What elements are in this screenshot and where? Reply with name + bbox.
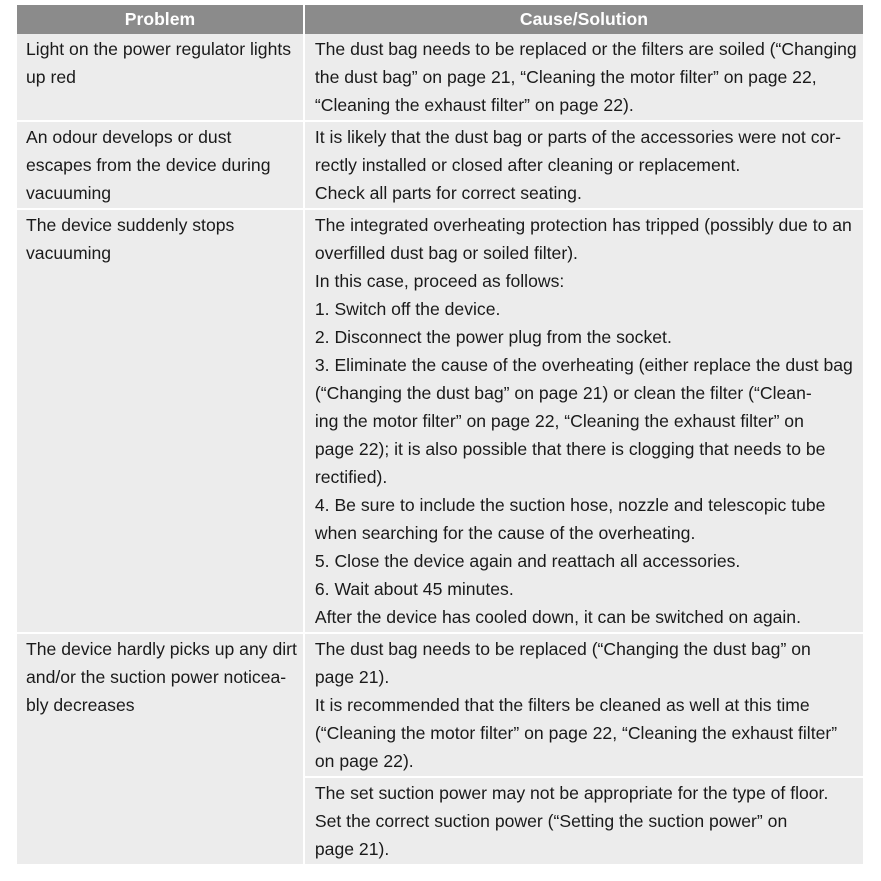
solution-line: “Cleaning the exhaust filter” on page 22). [314, 95, 634, 115]
problem-line: escapes from the device during [26, 155, 271, 175]
table-row [17, 121, 863, 209]
problem-cell [17, 121, 304, 209]
solution-line: In this case, proceed as follows: [314, 271, 565, 291]
problem-header: Problem [17, 5, 304, 34]
solution-line: ing the motor filter” on page 22, “Cleaning the exhaust filter” on [314, 411, 804, 431]
solution-line: The integrated overheating protection has tripped (possibly due to an [314, 215, 852, 235]
solution-line: rectified). [314, 467, 388, 487]
solution-cell [304, 209, 863, 633]
solution-line: 4. Be sure to include the suction hose, nozzle and telescopic tube [314, 495, 826, 515]
solution-cell [304, 777, 863, 865]
problem-line: The device suddenly stops [26, 215, 235, 235]
problem-line: vacuuming [26, 183, 112, 203]
solution-line: 6. Wait about 45 minutes. [314, 579, 514, 599]
solution-line: rectly installed or closed after cleaning or replacement. [314, 155, 741, 175]
solution-line: It is recommended that the filters be cleaned as well at this time [314, 695, 810, 715]
solution-line: when searching for the cause of the overheating. [314, 523, 696, 543]
table-row [17, 633, 863, 777]
problem-line: bly decreases [26, 695, 135, 715]
problem-line: and/or the suction power noticea- [26, 667, 287, 687]
solution-line: The set suction power may not be appropriate for the type of floor. [314, 783, 829, 803]
problem-line: Light on the power regulator lights [26, 39, 292, 59]
solution-line: After the device has cooled down, it can be switched on again. [314, 607, 801, 627]
solution-line: 2. Disconnect the power plug from the socket. [314, 327, 672, 347]
problem-cell [17, 633, 304, 865]
solution-line: (“Changing the dust bag” on page 21) or clean the filter (“Clean- [314, 383, 812, 403]
solution-line: Check all parts for correct seating. [314, 183, 582, 203]
solution-line: on page 22). [314, 751, 414, 771]
header-row [17, 5, 863, 34]
solution-line: the dust bag” on page 21, “Cleaning the motor filter” on page 22, [314, 67, 817, 87]
solution-line: 1. Switch off the device. [314, 299, 501, 319]
solution-line: page 21). [314, 839, 390, 859]
solution-cell [304, 34, 863, 121]
problem-line: up red [26, 67, 76, 87]
solution-line: The dust bag needs to be replaced (“Changing the dust bag” on [314, 639, 811, 659]
solution-line: It is likely that the dust bag or parts of the accessories were not cor- [314, 127, 841, 147]
solution-line: overfilled dust bag or soiled filter). [314, 243, 578, 263]
table-row [17, 34, 863, 121]
solution-line: Set the correct suction power (“Setting the suction power” on [314, 811, 788, 831]
solution-line: The dust bag needs to be replaced or the filters are soiled (“Changing [314, 39, 857, 59]
solution-line: page 22); it is also possible that there is clogging that needs to be [314, 439, 826, 459]
solution-line: 3. Eliminate the cause of the overheating (either replace the dust bag [314, 355, 853, 375]
solution-cell [304, 633, 863, 777]
troubleshooting-table [17, 5, 863, 866]
table-row [17, 209, 863, 633]
problem-cell [17, 209, 304, 633]
cause-solution-header: Cause/Solution [304, 5, 863, 34]
solution-line: page 21). [314, 667, 390, 687]
problem-line: The device hardly picks up any dirt [26, 639, 297, 659]
problem-cell [17, 34, 304, 121]
solution-line: 5. Close the device again and reattach all accessories. [314, 551, 741, 571]
problem-line: An odour develops or dust [26, 127, 232, 147]
problem-line: vacuuming [26, 243, 112, 263]
solution-cell [304, 121, 863, 209]
solution-line: (“Cleaning the motor filter” on page 22, “Cleaning the exhaust filter” [314, 723, 838, 743]
